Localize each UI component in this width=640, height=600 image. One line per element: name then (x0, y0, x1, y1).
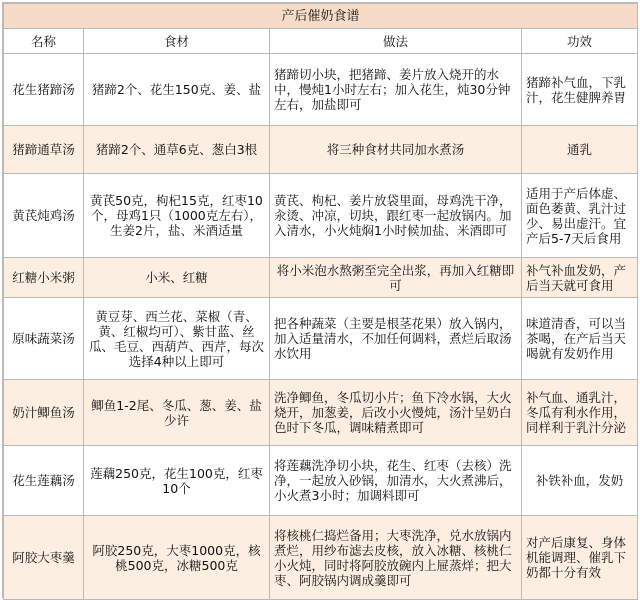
recipe-ingredients: 阿胶250克，大枣1000克，核桃500克，冰糖500克 (84, 516, 270, 600)
recipe-name: 花生莲藕汤 (4, 446, 84, 516)
recipe-table-frame (2, 2, 638, 598)
recipe-effect: 通乳 (522, 126, 638, 174)
recipe-effect: 味道清香，可以当茶喝，在产后当天喝就有发奶作用 (522, 298, 638, 380)
recipe-name: 阿胶大枣羹 (4, 516, 84, 600)
recipe-table (3, 3, 638, 600)
table-row (4, 298, 638, 380)
recipe-effect: 适用于产后体虚、面色萎黄、乳汁过少、易出虚汗。宜产后5-7天后食用 (522, 174, 638, 258)
recipe-ingredients: 黄豆芽、西兰花、菜椒（青、黄、红椒均可）、紫甘蓝、丝瓜、毛豆、西葫芦、西芹，每次选择4种以上即可 (84, 298, 270, 380)
table-row (4, 516, 638, 600)
recipe-name: 猪蹄通草汤 (4, 126, 84, 174)
recipe-method: 猪蹄切小块，把猪蹄、姜片放入烧开的水中，慢炖1小时左右；加入花生，炖30分钟左右，加盐即可 (270, 54, 522, 126)
recipe-name: 奶汁鲫鱼汤 (4, 380, 84, 446)
recipe-method: 将三种食材共同加水煮汤 (270, 126, 522, 174)
header-effect: 功效 (522, 29, 638, 54)
recipe-method: 将莲藕洗净切小块，花生、红枣（去核）洗净，一起放入砂锅，加清水，大火煮沸后，小火煮3小时；加调料即可 (270, 446, 522, 516)
recipe-effect: 补铁补血，发奶 (522, 446, 638, 516)
recipe-method: 黄芪、枸杞、姜片放袋里面，母鸡洗干净，汆烫、冲凉，切块，跟红枣一起放锅内。加入清水，小火炖焖1小时候加盐、米酒即可 (270, 174, 522, 258)
recipe-method: 把各种蔬菜（主要是根茎花果）放入锅内，加入适量清水，不加任何调料，煮烂后取汤水饮用 (270, 298, 522, 380)
table-title: 产后催奶食谱 (4, 4, 638, 29)
table-row (4, 174, 638, 258)
table-row (4, 258, 638, 298)
table-row (4, 54, 638, 126)
recipe-method: 将核桃仁捣烂备用；大枣洗净，兑水放锅内煮烂，用纱布滤去皮核，放入冰糖、核桃仁小火炖，同时将阿胶放碗内上屉蒸烊；把大枣、阿胶锅内调成羹即可 (270, 516, 522, 600)
recipe-ingredients: 鲫鱼1-2尾、冬瓜、葱、姜、盐少许 (84, 380, 270, 446)
recipe-effect: 对产后康复、身体机能调理、催乳下奶都十分有效 (522, 516, 638, 600)
recipe-name: 红糖小米粥 (4, 258, 84, 298)
recipe-effect: 补气补血发奶，产后当天就可食用 (522, 258, 638, 298)
recipe-ingredients: 猪蹄2个、花生150克、姜、盐 (84, 54, 270, 126)
table-row (4, 380, 638, 446)
recipe-ingredients: 猪蹄2个、通草6克、葱白3根 (84, 126, 270, 174)
recipe-method: 洗净鲫鱼，冬瓜切小片；鱼下冷水锅，大火烧开，加葱姜，后改小火慢炖，汤汁呈奶白色时下冬瓜，调味精煮即可 (270, 380, 522, 446)
recipe-name: 原味蔬菜汤 (4, 298, 84, 380)
recipe-method: 将小米泡水熬粥至完全出浆，再加入红糖即可 (270, 258, 522, 298)
header-method: 做法 (270, 29, 522, 54)
recipe-name: 黄芪炖鸡汤 (4, 174, 84, 258)
header-name: 名称 (4, 29, 84, 54)
recipe-name: 花生猪蹄汤 (4, 54, 84, 126)
recipe-effect: 猪蹄补气血，下乳汁，花生健脾养胃 (522, 54, 638, 126)
table-row (4, 126, 638, 174)
recipe-ingredients: 小米、红糖 (84, 258, 270, 298)
recipe-ingredients: 莲藕250克，花生100克，红枣10个 (84, 446, 270, 516)
recipe-ingredients: 黄芪50克，枸杞15克，红枣10个，母鸡1只（1000克左右），生姜2片，盐、米酒适量 (84, 174, 270, 258)
recipe-effect: 补气血、通乳汁，冬瓜有利水作用，同样利于乳汁分泌 (522, 380, 638, 446)
header-ingredients: 食材 (84, 29, 270, 54)
table-row (4, 446, 638, 516)
